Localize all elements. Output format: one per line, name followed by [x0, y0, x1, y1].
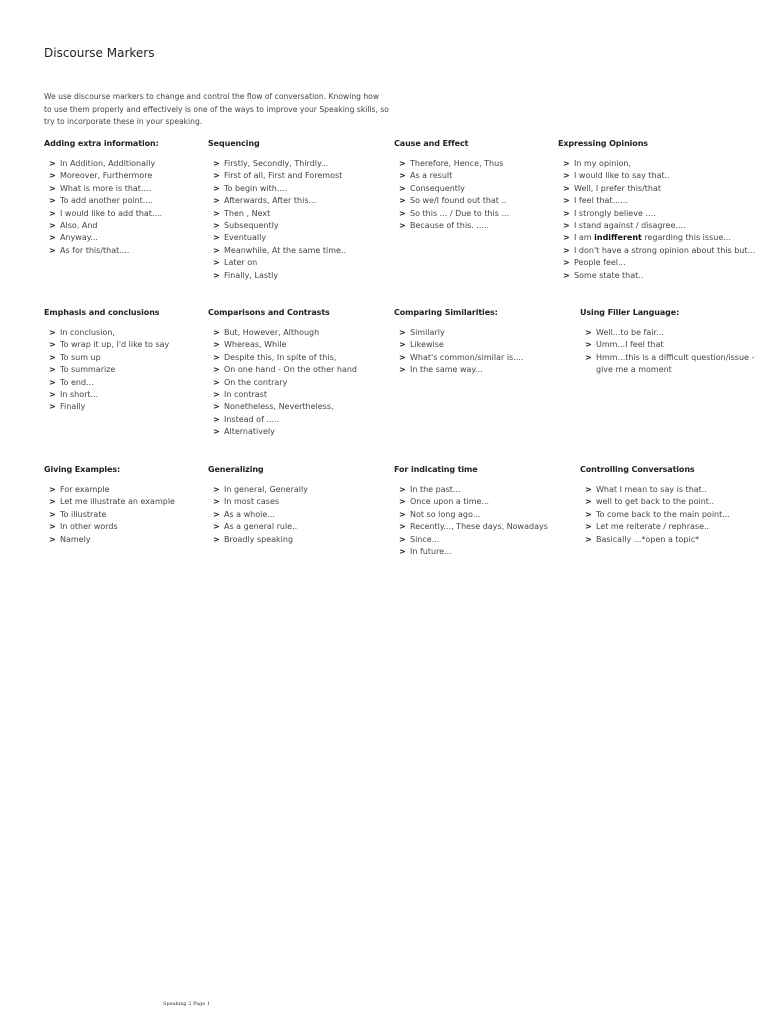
item-text: To begin with.... [224, 183, 288, 193]
arrow-bullet: > [49, 485, 56, 494]
list-item [213, 484, 308, 496]
arrow-bullet: > [213, 183, 220, 193]
list-item [49, 158, 162, 170]
item-text: As a general rule.. [224, 522, 298, 532]
list-item [563, 183, 755, 195]
arrow-bullet: > [585, 509, 592, 519]
item-text: Recently..., These days, Nowadays [410, 522, 548, 532]
arrow-bullet: > [213, 390, 220, 400]
arrow-bullet: > [213, 233, 220, 243]
arrow-bullet: > [49, 352, 56, 362]
item-list [44, 327, 169, 414]
arrow-bullet: > [213, 270, 220, 280]
item-text: In future... [410, 547, 452, 557]
list-item [213, 401, 357, 413]
arrow-bullet: > [213, 522, 220, 532]
arrow-bullet: > [563, 221, 570, 231]
item-list [394, 327, 523, 377]
item-list [580, 327, 764, 377]
list-item [399, 546, 548, 558]
arrow-bullet: > [49, 171, 56, 181]
list-item [49, 208, 162, 220]
arrow-bullet: > [399, 328, 406, 337]
list-item [213, 220, 346, 232]
list-item [585, 352, 764, 377]
arrow-bullet: > [563, 183, 570, 193]
list-item [213, 389, 357, 401]
list-item [213, 170, 346, 182]
item-list [44, 158, 162, 257]
item-text: To wrap it up, I'd like to say [60, 340, 170, 350]
item-text: In Addition, Additionally [60, 159, 156, 168]
item-text: Then , Next [224, 208, 271, 218]
item-text: Afterwards, After this... [224, 196, 317, 206]
arrow-bullet: > [49, 497, 56, 507]
arrow-bullet: > [213, 208, 220, 218]
section-8 [44, 465, 175, 546]
item-text: In contrast [224, 390, 267, 400]
arrow-bullet: > [399, 485, 406, 494]
list-item [563, 195, 755, 207]
arrow-bullet: > [399, 159, 406, 168]
item-text: I would like to add that.... [60, 208, 163, 218]
section-heading: For indicating time [394, 465, 478, 474]
list-item [213, 327, 357, 339]
arrow-bullet: > [213, 377, 220, 387]
arrow-bullet: > [585, 485, 592, 494]
item-list [208, 158, 346, 282]
item-list [208, 327, 357, 439]
list-item [399, 339, 523, 351]
item-text: Finally, Lastly [224, 270, 279, 280]
arrow-bullet: > [563, 159, 570, 168]
arrow-bullet: > [399, 522, 406, 532]
item-text: Anyway... [60, 233, 98, 243]
item-text: Alternatively [224, 427, 275, 437]
item-text: As a whole... [224, 509, 275, 519]
list-item [213, 195, 346, 207]
list-item [213, 521, 308, 533]
item-text: But, However, Although [224, 328, 320, 337]
list-item [213, 352, 357, 364]
list-item [49, 401, 169, 413]
item-text: Therefore, Hence, Thus [410, 159, 504, 168]
list-item [49, 352, 169, 364]
list-item [585, 509, 730, 521]
arrow-bullet: > [213, 534, 220, 544]
section-heading: Giving Examples: [44, 465, 121, 474]
item-text: Whereas, While [224, 340, 287, 350]
arrow-bullet: > [213, 196, 220, 206]
item-text: To illustrate [60, 509, 107, 519]
section-6 [394, 308, 523, 377]
arrow-bullet: > [399, 171, 406, 181]
list-item [585, 327, 764, 339]
arrow-bullet: > [213, 509, 220, 519]
list-item [49, 534, 175, 546]
item-text: Likewise [410, 340, 444, 350]
item-text: Not so long ago... [410, 509, 481, 519]
list-item [49, 327, 169, 339]
list-item [399, 208, 509, 220]
item-list [580, 484, 730, 546]
item-text: Consequently [410, 183, 465, 193]
list-item [399, 220, 509, 232]
item-text: In conclusion, [60, 328, 115, 337]
section-heading: Emphasis and conclusions [44, 308, 160, 317]
item-text: To add another point.... [60, 196, 153, 206]
item-text: What's common/similar is.... [410, 352, 524, 362]
item-text: To summarize [60, 365, 116, 375]
list-item [49, 496, 175, 508]
list-item [399, 158, 509, 170]
arrow-bullet: > [213, 402, 220, 412]
list-item [563, 270, 755, 282]
item-text: Instead of ..... [224, 414, 280, 424]
item-text: In the past... [410, 485, 461, 494]
item-text: Because of this. ..... [410, 221, 490, 231]
list-item [213, 377, 357, 389]
item-text: Well, I prefer this/that [574, 183, 662, 193]
arrow-bullet: > [585, 522, 592, 532]
section-7 [580, 308, 764, 377]
list-item [49, 183, 162, 195]
item-text: Moreover, Furthermore [60, 171, 153, 181]
arrow-bullet: > [399, 547, 406, 557]
item-text: First of all, First and Foremost [224, 171, 343, 181]
arrow-bullet: > [399, 534, 406, 544]
item-text: I feel that...... [574, 196, 628, 206]
item-text: In short... [60, 390, 99, 400]
item-text: Eventually [224, 233, 267, 243]
arrow-bullet: > [49, 221, 56, 231]
list-item [213, 232, 346, 244]
section-heading: Controlling Conversations [580, 465, 695, 474]
item-list [208, 484, 308, 546]
arrow-bullet: > [49, 328, 56, 337]
list-item [399, 521, 548, 533]
section-10 [394, 465, 548, 558]
list-item [399, 484, 548, 496]
list-item [563, 257, 755, 269]
arrow-bullet: > [213, 485, 220, 494]
item-text: To come back to the main point... [596, 509, 730, 519]
arrow-bullet: > [563, 196, 570, 206]
section-heading: Using Filler Language: [580, 308, 680, 317]
list-item [49, 339, 169, 351]
item-text: Meanwhile, At the same time.. [224, 245, 347, 255]
arrow-bullet: > [49, 365, 56, 375]
arrow-bullet: > [399, 352, 406, 362]
item-text: In the same way... [410, 365, 483, 375]
arrow-bullet: > [399, 497, 406, 507]
item-text: Also, And [60, 221, 98, 231]
item-list [558, 158, 755, 282]
list-item [213, 364, 357, 376]
list-item [585, 339, 764, 351]
item-text: Subsequently [224, 221, 279, 231]
item-text: Umm...I feel that [596, 340, 664, 350]
item-text: I strongly believe .... [574, 208, 656, 218]
item-text: Nonetheless, Nevertheless, [224, 402, 334, 412]
list-item [585, 484, 730, 496]
item-text: On one hand - On the other hand [224, 365, 357, 375]
section-4 [44, 308, 169, 414]
list-item [563, 220, 755, 232]
section-1 [208, 139, 346, 282]
arrow-bullet: > [213, 352, 220, 362]
item-text: Let me illustrate an example [60, 497, 175, 507]
arrow-bullet: > [563, 245, 570, 255]
arrow-bullet: > [399, 208, 406, 218]
list-item [399, 364, 523, 376]
arrow-bullet: > [49, 534, 56, 544]
list-item [49, 170, 162, 182]
item-text: Firstly, Secondly, Thirdly... [224, 159, 329, 168]
list-item [49, 364, 169, 376]
list-item [563, 158, 755, 170]
arrow-bullet: > [399, 365, 406, 375]
item-text: On the contrary [224, 377, 288, 387]
arrow-bullet: > [213, 245, 220, 255]
item-text: To end... [60, 377, 94, 387]
item-text: Hmm...this is a difficult question/issue - give me a moment [596, 352, 755, 375]
arrow-bullet: > [49, 509, 56, 519]
list-item [49, 232, 162, 244]
arrow-bullet: > [585, 534, 592, 544]
page-footer: Speaking 2 Page 1 [163, 1001, 211, 1007]
item-text: For example [60, 485, 110, 494]
section-3 [558, 139, 755, 282]
arrow-bullet: > [49, 183, 56, 193]
arrow-bullet: > [213, 328, 220, 337]
arrow-bullet: > [399, 221, 406, 231]
list-item [49, 389, 169, 401]
section-9 [208, 465, 308, 546]
arrow-bullet: > [213, 258, 220, 268]
arrow-bullet: > [563, 270, 570, 280]
item-text: What is more is that.... [60, 183, 152, 193]
arrow-bullet: > [563, 171, 570, 181]
arrow-bullet: > [585, 328, 592, 337]
arrow-bullet: > [585, 340, 592, 350]
arrow-bullet: > [399, 509, 406, 519]
list-item [585, 521, 730, 533]
arrow-bullet: > [49, 522, 56, 532]
item-text: I stand against / disagree.... [574, 221, 686, 231]
item-text: Later on [224, 258, 258, 268]
list-item [399, 509, 548, 521]
section-0 [44, 139, 162, 257]
item-text: So this ... / Due to this ... [410, 208, 510, 218]
arrow-bullet: > [49, 233, 56, 243]
list-item [399, 170, 509, 182]
list-item [49, 484, 175, 496]
arrow-bullet: > [49, 208, 56, 218]
arrow-bullet: > [563, 208, 570, 218]
item-text: Finally [60, 402, 86, 412]
list-item [213, 534, 308, 546]
arrow-bullet: > [49, 196, 56, 206]
list-item [213, 257, 346, 269]
list-item [213, 183, 346, 195]
list-item [213, 158, 346, 170]
section-heading: Sequencing [208, 139, 260, 148]
item-text: Despite this, In spite of this, [224, 352, 337, 362]
item-text: In most cases [224, 497, 280, 507]
item-text: Since... [410, 534, 440, 544]
arrow-bullet: > [585, 497, 592, 507]
section-5 [208, 308, 357, 439]
item-text: Once upon a time... [410, 497, 490, 507]
list-item [585, 534, 730, 546]
list-item [399, 195, 509, 207]
arrow-bullet: > [213, 159, 220, 168]
list-item [213, 339, 357, 351]
item-text: What I mean to say is that.. [596, 485, 707, 494]
list-item [213, 509, 308, 521]
arrow-bullet: > [399, 340, 406, 350]
item-text: People feel... [574, 258, 626, 268]
item-text: As a result [410, 171, 453, 181]
page-title: Discourse Markers [44, 46, 155, 60]
section-heading: Adding extra information: [44, 139, 159, 148]
list-item [563, 170, 755, 182]
arrow-bullet: > [49, 402, 56, 412]
arrow-bullet: > [213, 340, 220, 350]
list-item [563, 245, 755, 257]
item-text: In general, Generally [224, 485, 308, 494]
list-item [399, 183, 509, 195]
item-list [44, 484, 175, 546]
section-heading: Comparisons and Contrasts [208, 308, 330, 317]
intro-paragraph: We use discourse markers to change and control the flow of conversation. Knowing how to use them properly and effectively is one of the ways to improve your Speaking skills, so try to incorporate these in your speaking. [44, 92, 389, 126]
list-item [563, 208, 755, 220]
item-text: Namely [60, 534, 91, 544]
item-text: Well...to be fair... [596, 328, 664, 337]
item-text: Let me reiterate / rephrase.. [596, 522, 710, 532]
arrow-bullet: > [399, 183, 406, 193]
arrow-bullet: > [585, 352, 592, 362]
arrow-bullet: > [213, 365, 220, 375]
arrow-bullet: > [49, 390, 56, 400]
item-text: I would like to say that.. [574, 171, 670, 181]
list-item [49, 220, 162, 232]
item-text: Similarly [410, 328, 445, 337]
section-heading: Cause and Effect [394, 139, 469, 148]
arrow-bullet: > [213, 221, 220, 231]
arrow-bullet: > [563, 258, 570, 268]
arrow-bullet: > [49, 245, 56, 255]
arrow-bullet: > [49, 340, 56, 350]
list-item [399, 534, 548, 546]
arrow-bullet: > [49, 377, 56, 387]
arrow-bullet: > [49, 159, 56, 168]
list-item [49, 195, 162, 207]
item-text: To sum up [60, 352, 101, 362]
arrow-bullet: > [213, 427, 220, 437]
arrow-bullet: > [399, 196, 406, 206]
list-item [399, 496, 548, 508]
section-heading: Generalizing [208, 465, 264, 474]
list-item [213, 208, 346, 220]
item-list [394, 484, 548, 558]
item-text: As for this/that.... [60, 245, 130, 255]
item-text: Basically ...*open a topic* [596, 534, 700, 544]
item-list [394, 158, 509, 232]
arrow-bullet: > [213, 414, 220, 424]
item-text: In my opinion, [574, 159, 632, 168]
item-text: So we/I found out that .. [410, 196, 507, 206]
arrow-bullet: > [213, 171, 220, 181]
item-text: Some state that.. [574, 270, 644, 280]
item-text: I don't have a strong opinion about this but... [574, 245, 756, 255]
list-item [49, 377, 169, 389]
section-11 [580, 465, 730, 546]
section-2 [394, 139, 509, 232]
section-heading: Comparing Similarities: [394, 308, 498, 317]
list-item [213, 414, 357, 426]
item-text: well to get back to the point.. [596, 497, 714, 507]
list-item [585, 496, 730, 508]
section-heading: Expressing Opinions [558, 139, 648, 148]
item-text: In other words [60, 522, 118, 532]
list-item [563, 232, 755, 244]
list-item [213, 245, 346, 257]
list-item [49, 521, 175, 533]
list-item [49, 509, 175, 521]
arrow-bullet: > [213, 497, 220, 507]
list-item [213, 270, 346, 282]
list-item [213, 426, 357, 438]
item-text: I am indifferent regarding this issue... [574, 233, 731, 243]
item-text: Broadly speaking [224, 534, 294, 544]
list-item [399, 352, 523, 364]
list-item [213, 496, 308, 508]
list-item [399, 327, 523, 339]
list-item [49, 245, 162, 257]
arrow-bullet: > [563, 233, 570, 243]
